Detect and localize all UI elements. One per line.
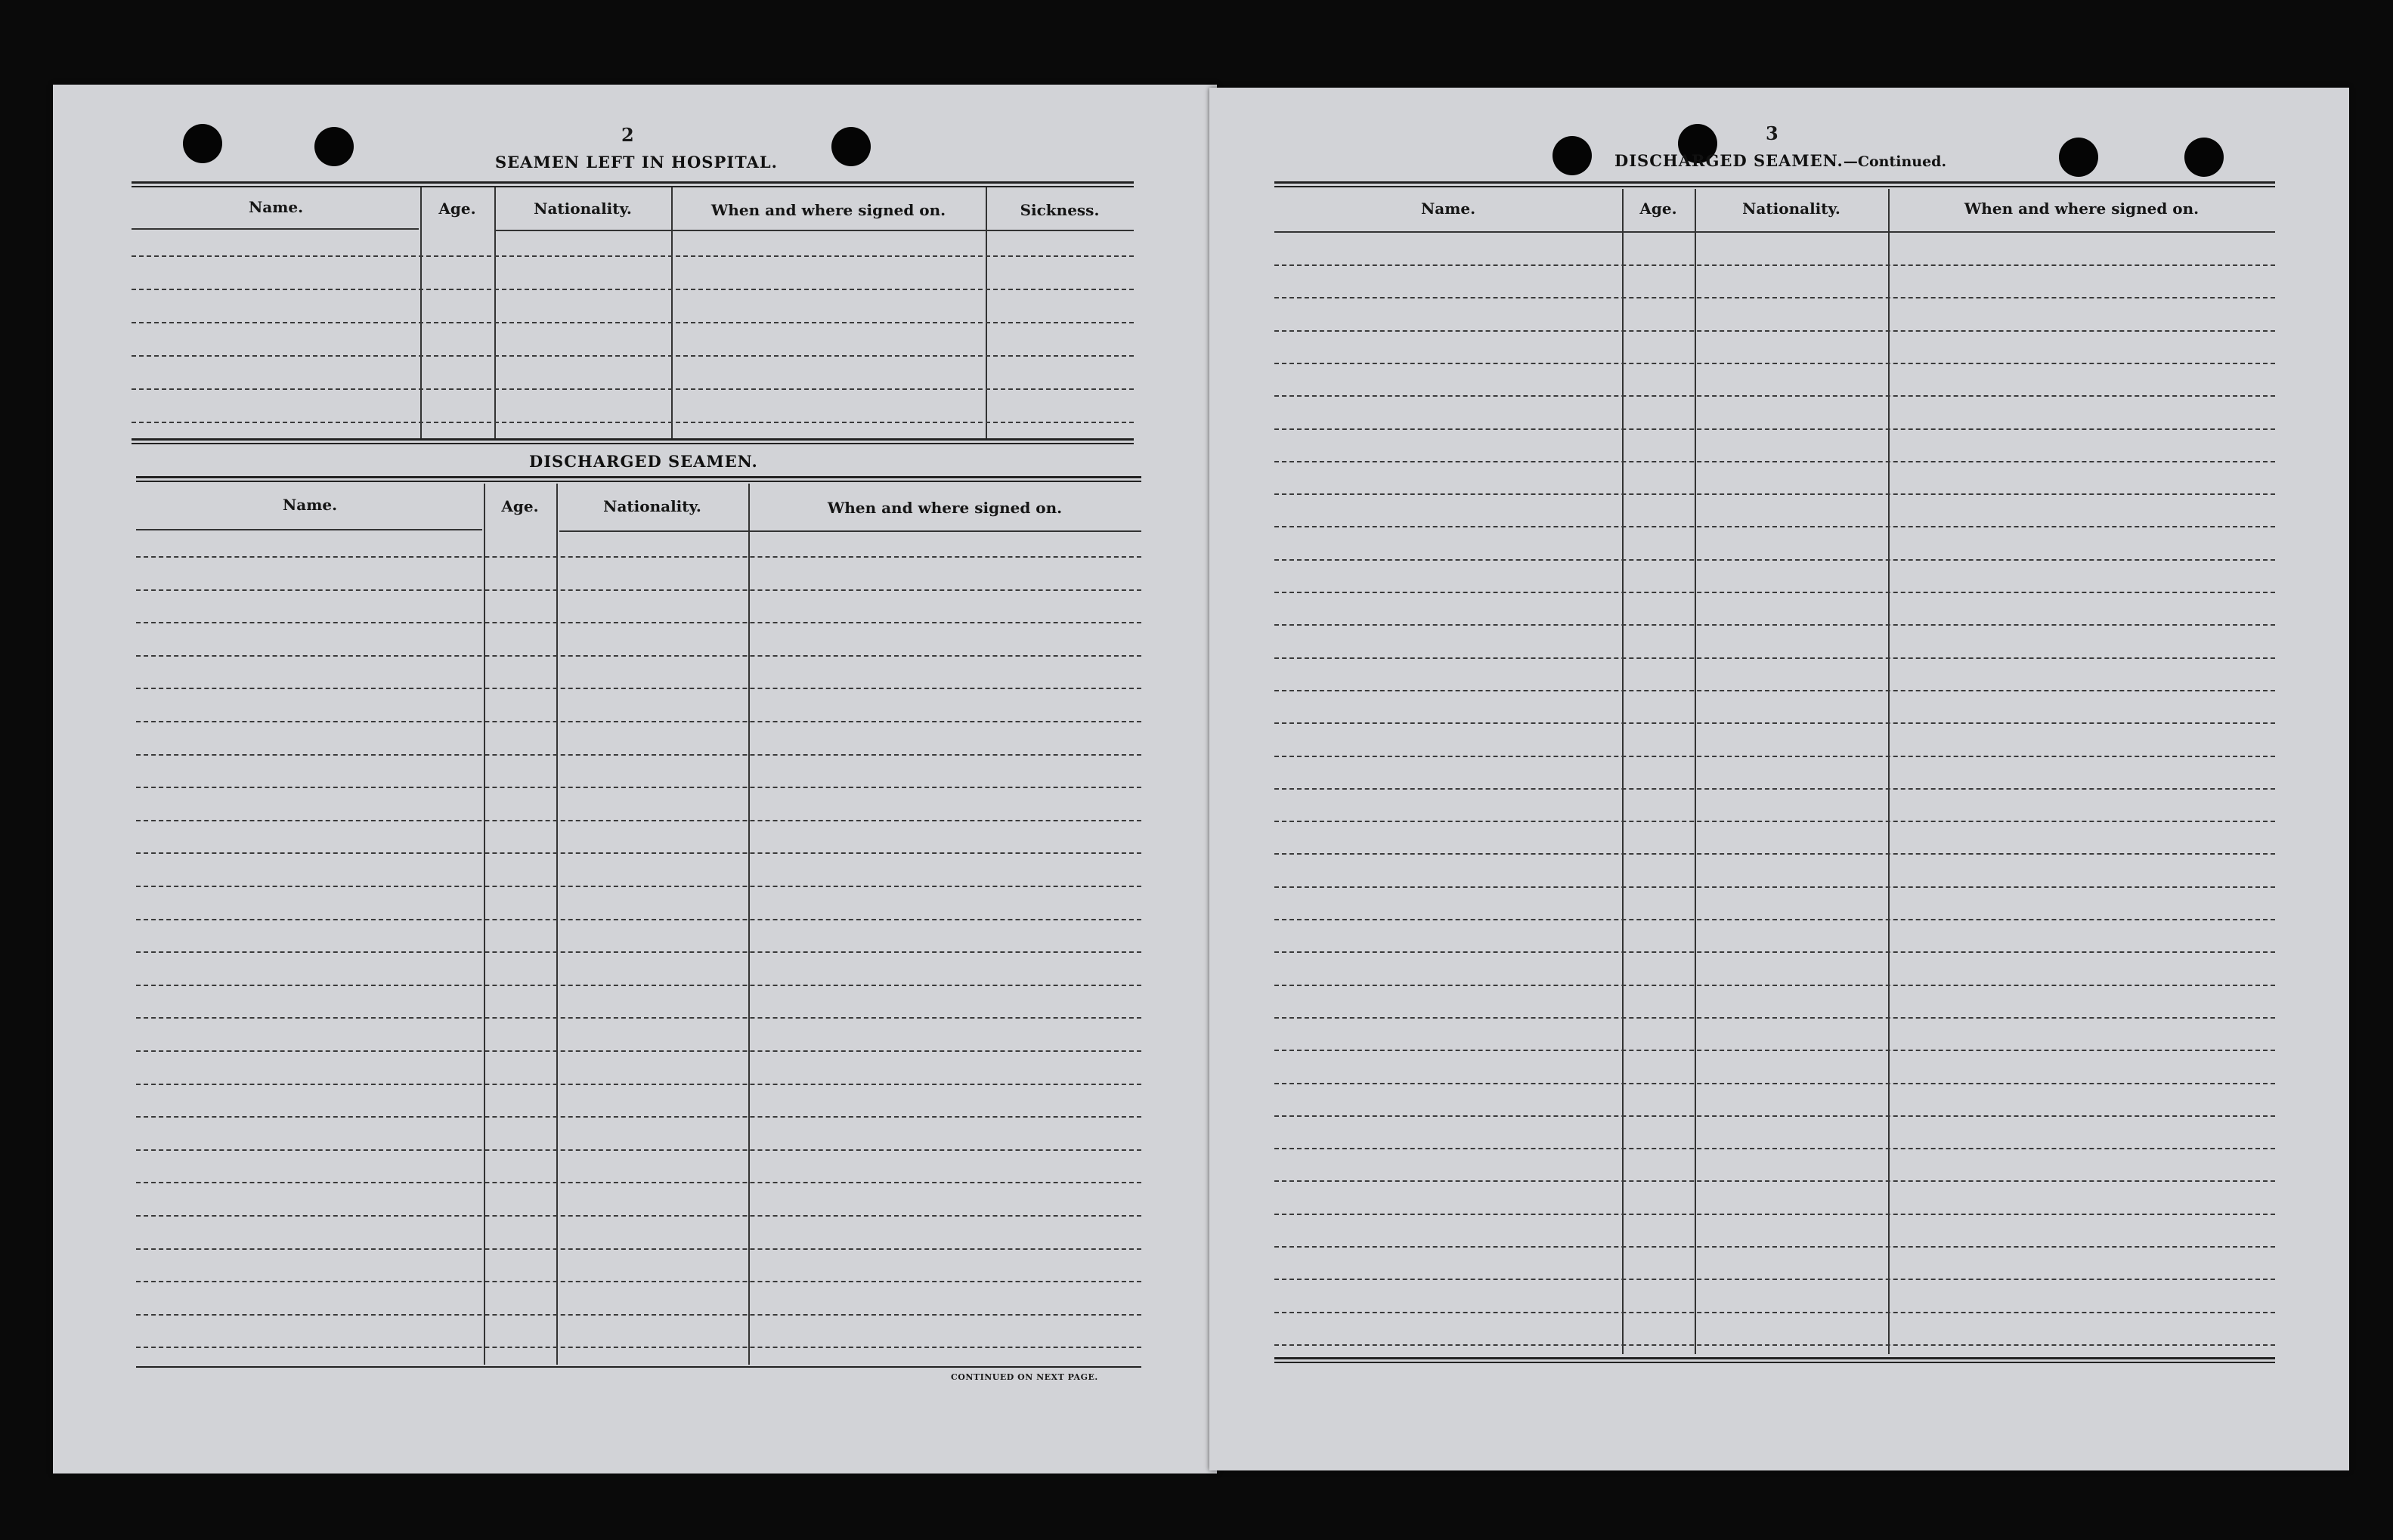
punch-hole (831, 127, 871, 166)
punch-hole (1553, 136, 1592, 175)
column-header-name: Name. (248, 198, 304, 216)
punch-hole (2184, 138, 2224, 177)
discharged-continued-table (1274, 181, 2275, 1451)
entry-row (136, 1314, 1141, 1316)
page-number: 3 (1766, 122, 1778, 144)
discharged-table (136, 476, 1141, 1458)
entry-row (1274, 1050, 2275, 1051)
entry-row (136, 1281, 1141, 1282)
page-number: 2 (621, 124, 634, 146)
entry-row (136, 1182, 1141, 1183)
entry-row (1274, 624, 2275, 626)
entry-row (132, 422, 1134, 423)
entry-row (1274, 657, 2275, 659)
entry-row (132, 322, 1134, 323)
entry-row (136, 556, 1141, 558)
column-header-name: Name. (1420, 199, 1476, 218)
left-page (53, 85, 1217, 1474)
entry-row (1274, 821, 2275, 822)
punch-hole (183, 124, 222, 163)
entry-row (1274, 461, 2275, 462)
punch-hole (314, 127, 354, 166)
entry-row (136, 852, 1141, 854)
entry-row (136, 951, 1141, 953)
section-title-text: DISCHARGED SEAMEN. (1614, 151, 1844, 170)
entry-row (136, 1215, 1141, 1217)
entry-row (136, 1116, 1141, 1118)
entry-row (1274, 363, 2275, 364)
entry-row (132, 289, 1134, 290)
entry-row (1274, 919, 2275, 920)
entry-row (1274, 592, 2275, 593)
entry-row (1274, 951, 2275, 953)
column-header-signed-on: When and where signed on. (1964, 199, 2200, 218)
entry-row (1274, 886, 2275, 888)
column-header-nationality: Nationality. (534, 199, 632, 218)
entry-row (136, 787, 1141, 788)
column-header-signed-on: When and where signed on. (710, 201, 946, 219)
entry-row (136, 886, 1141, 887)
entry-row (1274, 853, 2275, 855)
entry-row (1274, 559, 2275, 561)
entry-row (1274, 264, 2275, 266)
entry-row (136, 820, 1141, 821)
column-header-age: Age. (1639, 199, 1677, 218)
column-header-nationality: Nationality. (1742, 199, 1840, 218)
right-page (1209, 88, 2349, 1470)
entry-row (1274, 1115, 2275, 1117)
entry-row (1274, 1083, 2275, 1084)
entry-row (1274, 1246, 2275, 1248)
punch-hole (2059, 138, 2098, 177)
entry-row (136, 655, 1141, 657)
entry-row (136, 622, 1141, 623)
entry-row (1274, 985, 2275, 986)
column-header-age: Age. (501, 497, 539, 515)
entry-row (132, 255, 1134, 257)
entry-row (1274, 788, 2275, 790)
entry-row (136, 1050, 1141, 1052)
entry-row (1274, 1017, 2275, 1019)
entry-row (132, 355, 1134, 357)
entry-row (136, 919, 1141, 920)
continued-note: CONTINUED ON NEXT PAGE. (951, 1372, 1098, 1382)
entry-row (1274, 1214, 2275, 1215)
column-header-signed-on: When and where signed on. (827, 499, 1063, 517)
entry-row (1274, 1344, 2275, 1346)
entry-row (136, 688, 1141, 689)
hospital-section-title: SEAMEN LEFT IN HOSPITAL. (495, 153, 778, 172)
entry-row (1274, 722, 2275, 724)
entry-row (136, 1084, 1141, 1085)
column-header-sickness: Sickness. (1020, 201, 1100, 219)
entry-row (136, 1149, 1141, 1151)
entry-row (1274, 493, 2275, 495)
entry-row (136, 589, 1141, 591)
entry-row (1274, 330, 2275, 332)
entry-row (136, 1248, 1141, 1250)
discharged-section-title: DISCHARGED SEAMEN. (529, 452, 758, 471)
entry-row (1274, 1180, 2275, 1182)
column-header-age: Age. (438, 199, 476, 218)
entry-row (136, 985, 1141, 986)
section-title-suffix: —Continued. (1843, 153, 1947, 170)
entry-row (136, 1347, 1141, 1348)
entry-row (1274, 428, 2275, 430)
entry-row (1274, 690, 2275, 691)
column-header-name: Name. (282, 496, 338, 514)
entry-row (136, 1017, 1141, 1019)
entry-row (1274, 297, 2275, 298)
entry-row (1274, 526, 2275, 527)
entry-row (136, 721, 1141, 722)
entry-row (1274, 1279, 2275, 1280)
column-header-nationality: Nationality. (603, 497, 701, 515)
entry-row (1274, 395, 2275, 397)
entry-row (1274, 756, 2275, 757)
entry-row (136, 754, 1141, 756)
entry-row (132, 388, 1134, 390)
discharged-continued-title (1614, 151, 1946, 170)
entry-row (1274, 1148, 2275, 1149)
entry-row (1274, 1312, 2275, 1313)
